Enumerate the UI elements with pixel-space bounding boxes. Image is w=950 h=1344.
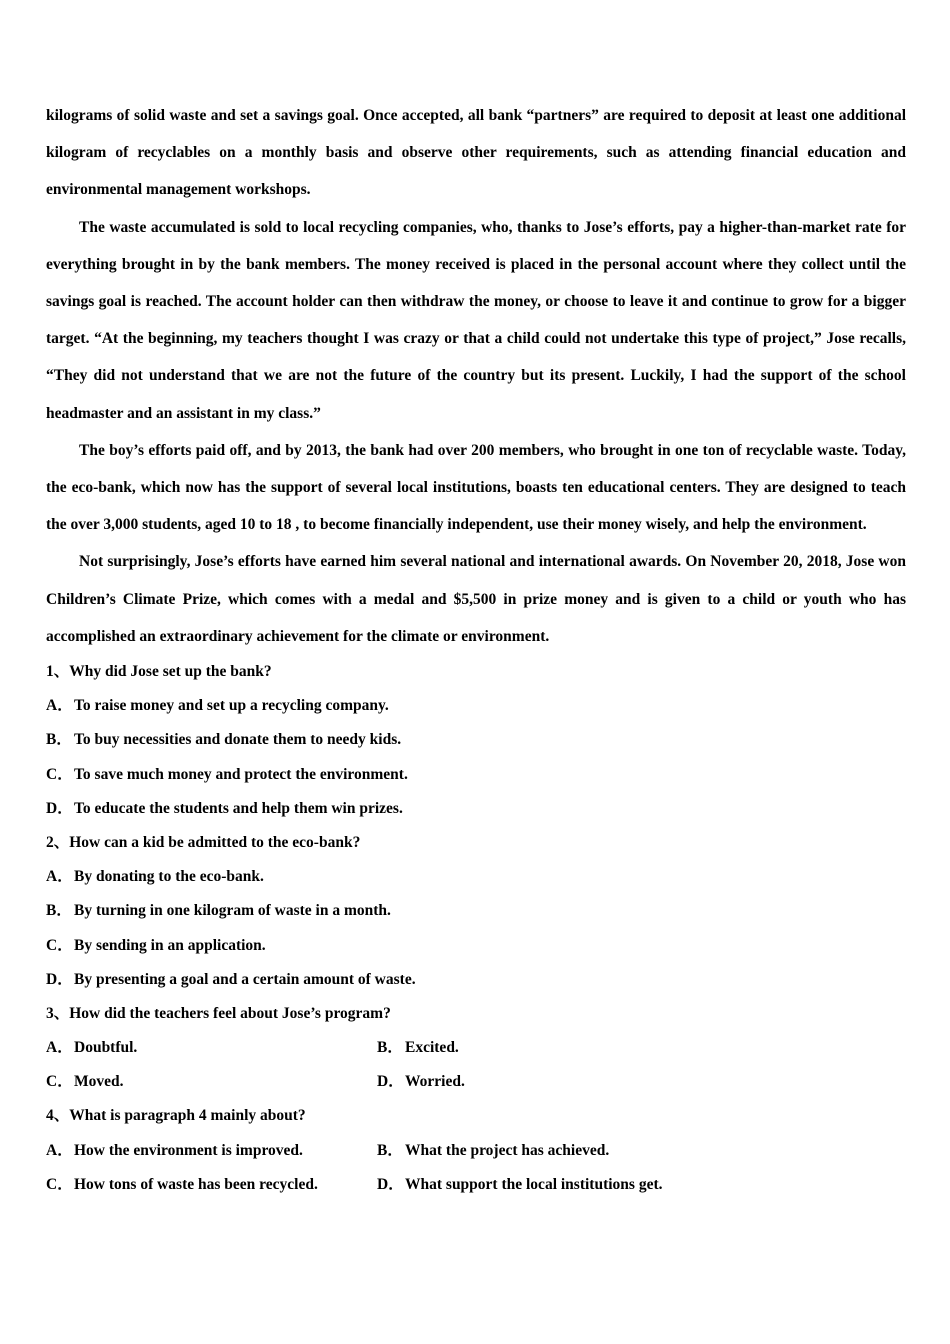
- answer-option[interactable]: [377, 1065, 465, 1099]
- option-text: By presenting a goal and a certain amount of waste.: [74, 970, 416, 988]
- option-text: By sending in an application.: [74, 936, 266, 954]
- answer-option[interactable]: [46, 1065, 124, 1099]
- option-text: How tons of waste has been recycled.: [74, 1175, 318, 1193]
- option-letter: D．: [46, 970, 73, 988]
- option-letter: B．: [46, 731, 72, 749]
- option-letter: D．: [377, 1175, 404, 1193]
- option-text: To raise money and set up a recycling company.: [74, 697, 389, 715]
- option-letter: A．: [46, 1141, 73, 1159]
- option-text: To save much money and protect the environment.: [74, 765, 408, 783]
- option-letter: B．: [46, 902, 72, 920]
- option-letter: B．: [377, 1141, 403, 1159]
- answer-option[interactable]: [46, 758, 906, 792]
- question-prompt: 1、Why did Jose set up the bank?: [46, 663, 272, 681]
- option-row: [46, 1031, 906, 1065]
- document-page: [46, 97, 906, 1202]
- option-text: Excited.: [405, 1039, 459, 1057]
- option-row: [46, 1065, 906, 1099]
- answer-option[interactable]: [377, 1031, 459, 1065]
- option-text: Worried.: [405, 1073, 465, 1091]
- option-text: By donating to the eco-bank.: [74, 868, 264, 886]
- answer-option[interactable]: [46, 929, 906, 963]
- option-letter: A．: [46, 697, 73, 715]
- answer-option[interactable]: [46, 723, 906, 757]
- passage-paragraph: The waste accumulated is sold to local recycling companies, who, thanks to Jose’s efforts, pay a higher-than-market rate for everything brought in by the bank members. The money received is placed in the personal account where they collect until the savings goal is reached. The account holder can then withdraw the money, or choose to leave it and continue to grow for a bigger target. “At the beginning, my teachers thought I was crazy or that a child could not undertake this type of project,” Jose recalls, “They did not understand that we are not the future of the country but its present. Luckily, I had the support of the school headmaster and an assistant in my class.”: [46, 218, 906, 422]
- option-text: To educate the students and help them win prizes.: [74, 799, 403, 817]
- option-row: [46, 1168, 906, 1202]
- question-prompt: 4、What is paragraph 4 mainly about?: [46, 1107, 306, 1125]
- option-letter: C．: [46, 936, 73, 954]
- option-text: How the environment is improved.: [74, 1141, 303, 1159]
- option-letter: A．: [46, 868, 73, 886]
- option-row: [46, 1134, 906, 1168]
- option-letter: C．: [46, 765, 73, 783]
- answer-option[interactable]: [46, 689, 906, 723]
- answer-option[interactable]: [46, 1031, 137, 1065]
- option-letter: C．: [46, 1073, 73, 1091]
- option-text: What support the local institutions get.: [405, 1175, 663, 1193]
- answer-option[interactable]: [46, 792, 906, 826]
- option-letter: D．: [377, 1073, 404, 1091]
- option-text: Doubtful.: [74, 1039, 138, 1057]
- option-letter: A．: [46, 1039, 73, 1057]
- answer-option[interactable]: [377, 1134, 609, 1168]
- option-text: To buy necessities and donate them to needy kids.: [74, 731, 402, 749]
- answer-option[interactable]: [377, 1168, 663, 1202]
- option-letter: C．: [46, 1175, 73, 1193]
- answer-option[interactable]: [46, 860, 906, 894]
- question-prompt: 2、How can a kid be admitted to the eco-bank?: [46, 833, 361, 851]
- answer-option[interactable]: [46, 963, 906, 997]
- answer-option[interactable]: [46, 894, 906, 928]
- passage-paragraph: The boy’s efforts paid off, and by 2013, the bank had over 200 members, who brought in one ton of recyclable waste. Today, the eco-bank, which now has the support of several local institutions, boasts ten educational centers. They are designed to teach the over 3,000 students, aged 10 to 18 , to become financially independent, use their money wisely, and help the environment.: [46, 441, 906, 534]
- option-text: Moved.: [74, 1073, 124, 1091]
- option-letter: D．: [46, 799, 73, 817]
- option-text: By turning in one kilogram of waste in a month.: [74, 902, 391, 920]
- passage-paragraph: kilograms of solid waste and set a savings goal. Once accepted, all bank “partners” are required to deposit at least one additional kilogram of recyclables on a monthly basis and observe other requirements, such as attending financial education and environmental management workshops.: [46, 107, 906, 199]
- question-prompt: 3、How did the teachers feel about Jose’s program?: [46, 1004, 391, 1022]
- option-text: What the project has achieved.: [405, 1141, 610, 1159]
- option-letter: B．: [377, 1039, 403, 1057]
- answer-option[interactable]: [46, 1168, 318, 1202]
- passage-paragraph: Not surprisingly, Jose’s efforts have earned him several national and international awards. On November 20, 2018, Jose won Children’s Climate Prize, which comes with a medal and $5,500 in prize money and is given to a child or youth who has accomplished an extraordinary achievement for the climate or environment.: [46, 553, 906, 645]
- answer-option[interactable]: [46, 1134, 303, 1168]
